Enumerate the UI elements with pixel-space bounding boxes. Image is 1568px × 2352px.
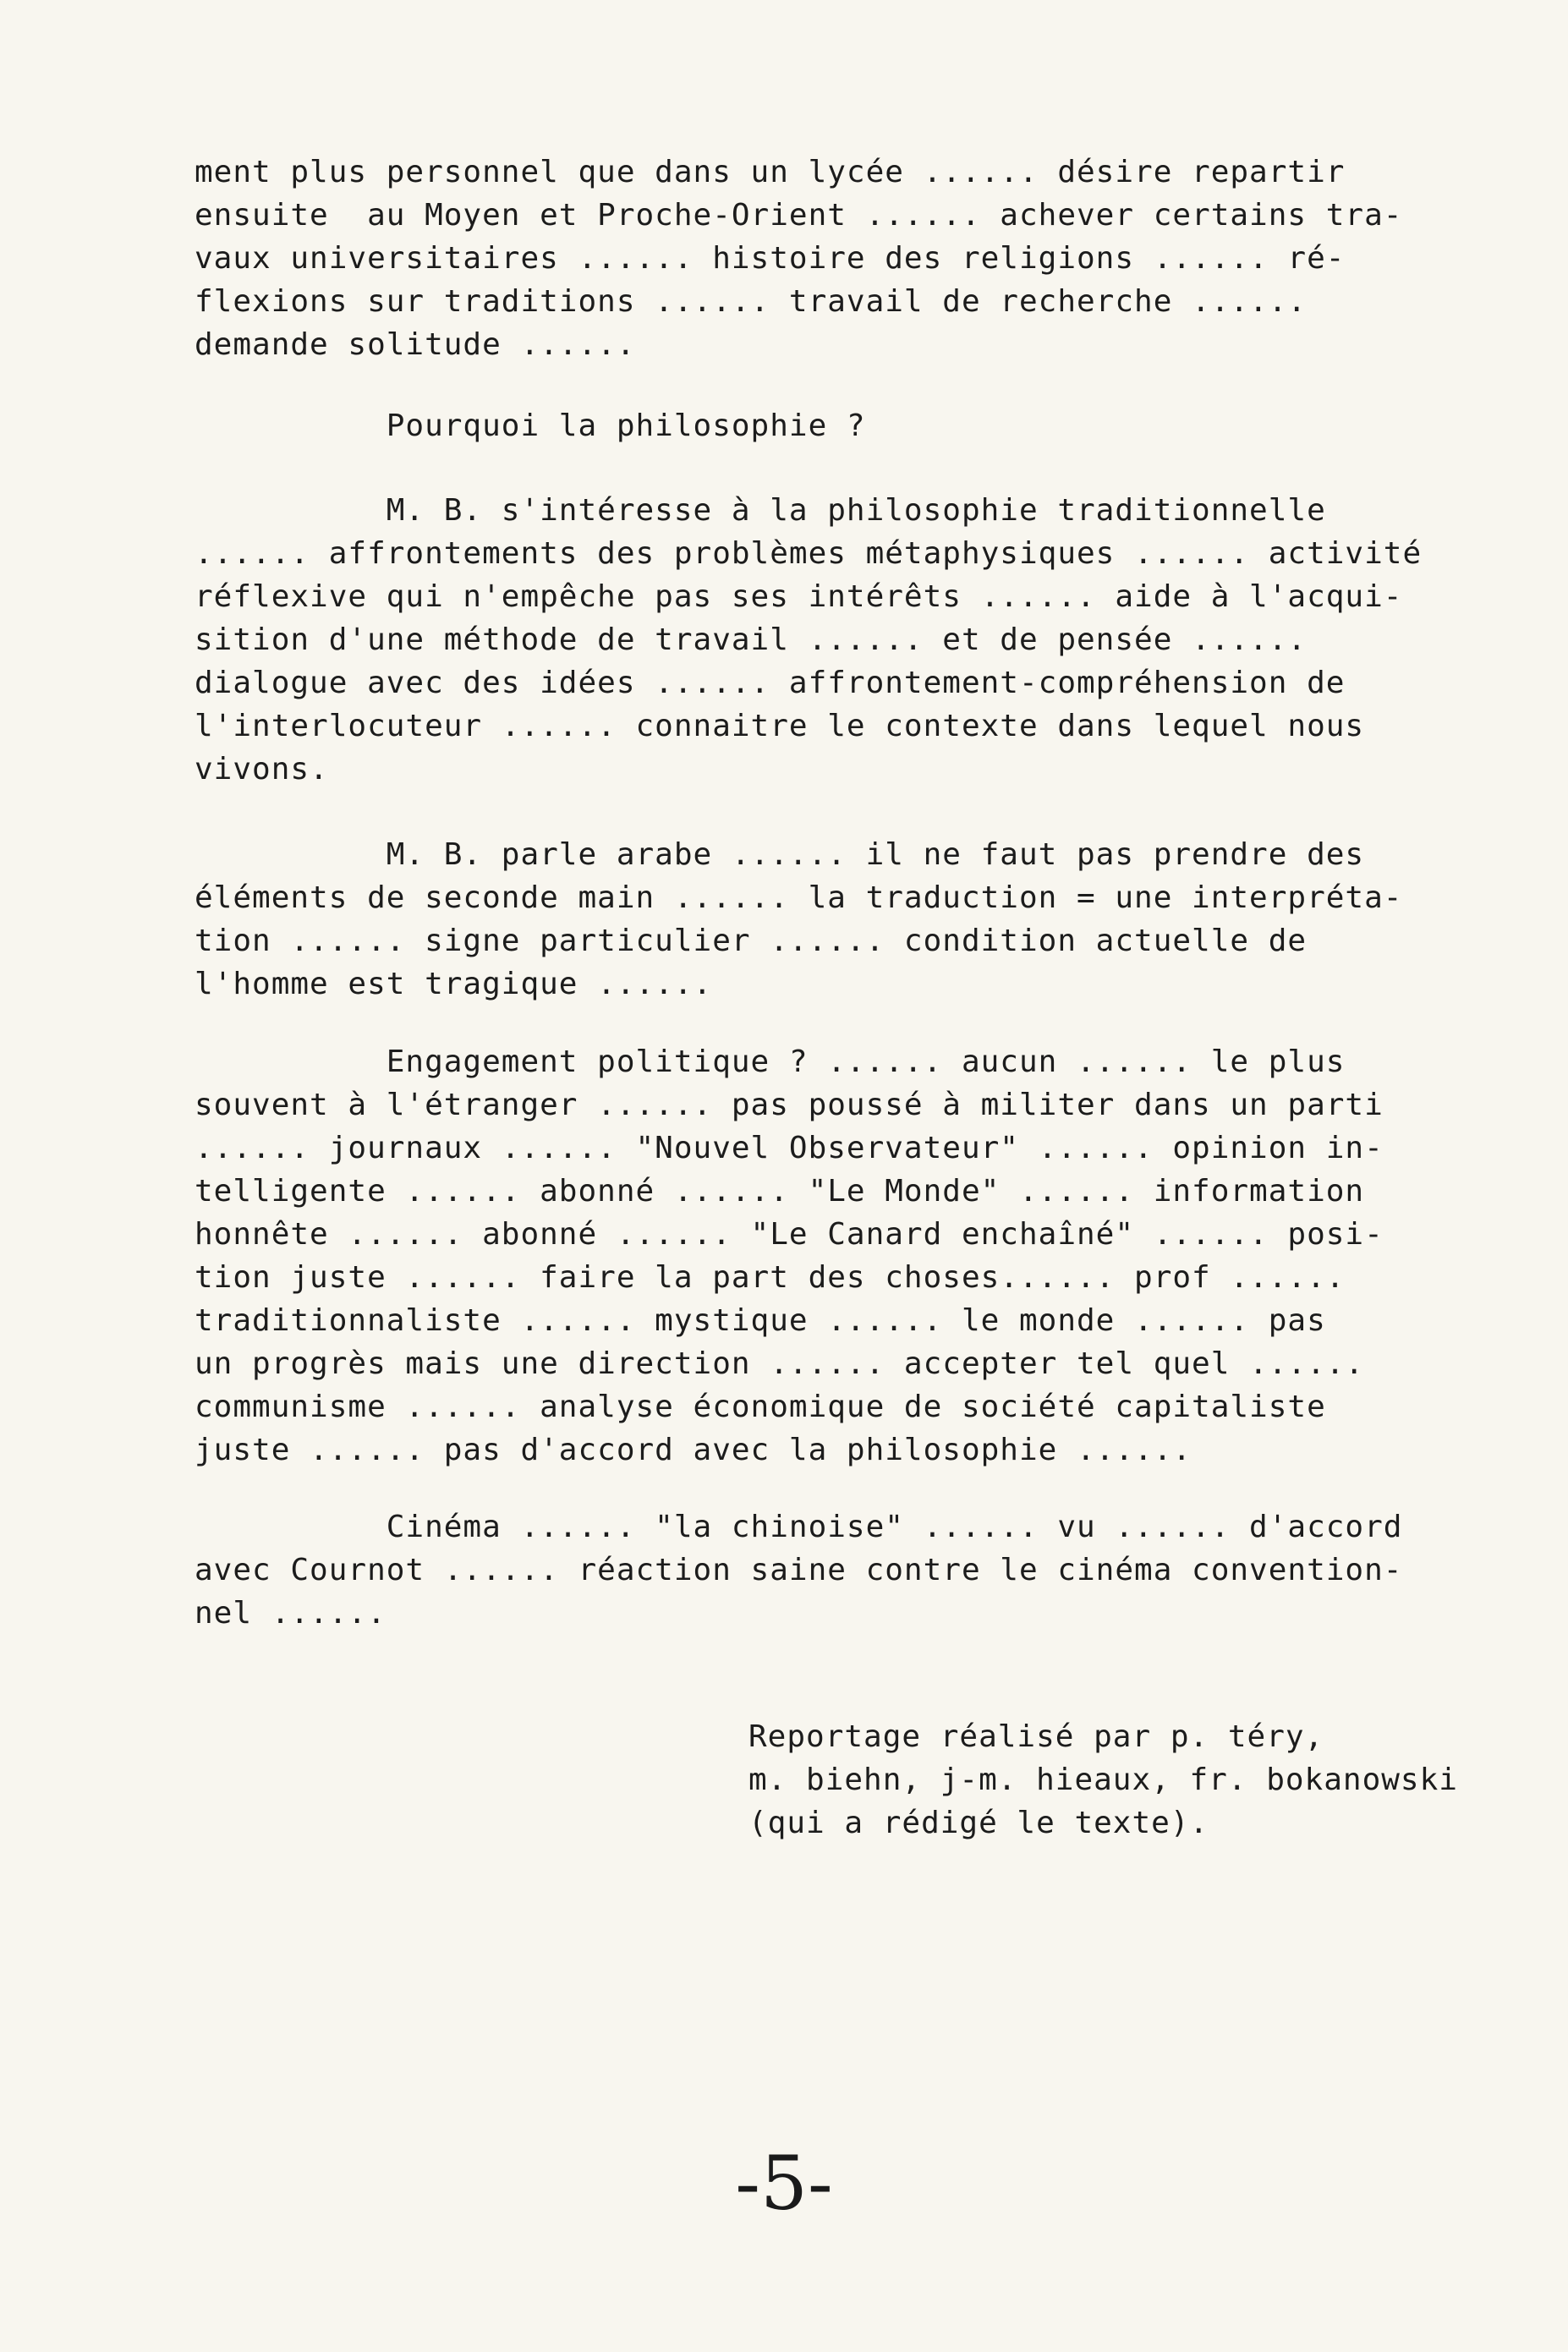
text-line: Pourquoi la philosophie ? — [195, 408, 866, 443]
text-line: éléments de seconde main ...... la traduction = une interpréta- — [195, 880, 1403, 915]
text-line: dialogue avec des idées ...... affrontement-compréhension de — [195, 666, 1346, 700]
text-line: tion juste ...... faire la part des choses...... prof ...... — [195, 1260, 1346, 1295]
text-line: avec Cournot ...... réaction saine contre le cinéma convention- — [195, 1553, 1403, 1587]
text-line: Engagement politique ? ...... aucun ...... le plus — [195, 1044, 1346, 1079]
paragraph-intro — [195, 151, 1463, 366]
text-line: nel ...... — [195, 1596, 387, 1631]
text-line: Reportage réalisé par p. téry, — [748, 1719, 1324, 1754]
text-line: Cinéma ...... "la chinoise" ...... vu ...... d'accord — [195, 1510, 1403, 1544]
text-line: communisme ...... analyse économique de société capitaliste — [195, 1390, 1326, 1424]
text-line: flexions sur traditions ...... travail de recherche ...... — [195, 284, 1308, 319]
text-line: ensuite au Moyen et Proche-Orient ...... achever certains tra- — [195, 198, 1403, 233]
text-line: vivons. — [195, 752, 329, 787]
page-number: -5- — [735, 2140, 833, 2227]
report-credits — [748, 1715, 1510, 1845]
text-line: ...... journaux ...... "Nouvel Observateur" ...... opinion in- — [195, 1131, 1384, 1165]
text-line: l'homme est tragique ...... — [195, 967, 713, 1001]
text-line: vaux universitaires ...... histoire des religions ...... ré- — [195, 241, 1346, 276]
text-line: demande solitude ...... — [195, 327, 636, 362]
text-line: honnête ...... abonné ...... "Le Canard enchaîné" ...... posi- — [195, 1217, 1384, 1252]
text-line: m. biehn, j-m. hieaux, fr. bokanowski — [748, 1763, 1458, 1797]
paragraph-arabic — [195, 833, 1463, 1006]
text-line: tion ...... signe particulier ...... condition actuelle de — [195, 924, 1308, 958]
text-line: un progrès mais une direction ...... accepter tel quel ...... — [195, 1346, 1365, 1381]
text-line: telligente ...... abonné ...... "Le Monde" ...... information — [195, 1174, 1365, 1209]
text-line: ment plus personnel que dans un lycée ...... désire repartir — [195, 155, 1346, 189]
paragraph-philosophy — [195, 489, 1463, 791]
paragraph-cinema — [195, 1505, 1463, 1635]
text-line: souvent à l'étranger ...... pas poussé à militer dans un parti — [195, 1088, 1384, 1122]
text-line: traditionnaliste ...... mystique ...... le monde ...... pas — [195, 1303, 1326, 1338]
text-line: sition d'une méthode de travail ...... et de pensée ...... — [195, 622, 1308, 657]
text-line: (qui a rédigé le texte). — [748, 1806, 1209, 1840]
text-line: réflexive qui n'empêche pas ses intérêts ...... aide à l'acqui- — [195, 579, 1403, 614]
section-question — [195, 404, 1463, 447]
paragraph-politics — [195, 1040, 1463, 1472]
text-line: M. B. parle arabe ...... il ne faut pas prendre des — [195, 837, 1365, 872]
text-line: ...... affrontements des problèmes métaphysiques ...... activité — [195, 536, 1423, 571]
text-line: l'interlocuteur ...... connaitre le contexte dans lequel nous — [195, 709, 1365, 743]
text-line: M. B. s'intéresse à la philosophie traditionnelle — [195, 493, 1326, 528]
text-line: juste ...... pas d'accord avec la philosophie ...... — [195, 1433, 1192, 1467]
